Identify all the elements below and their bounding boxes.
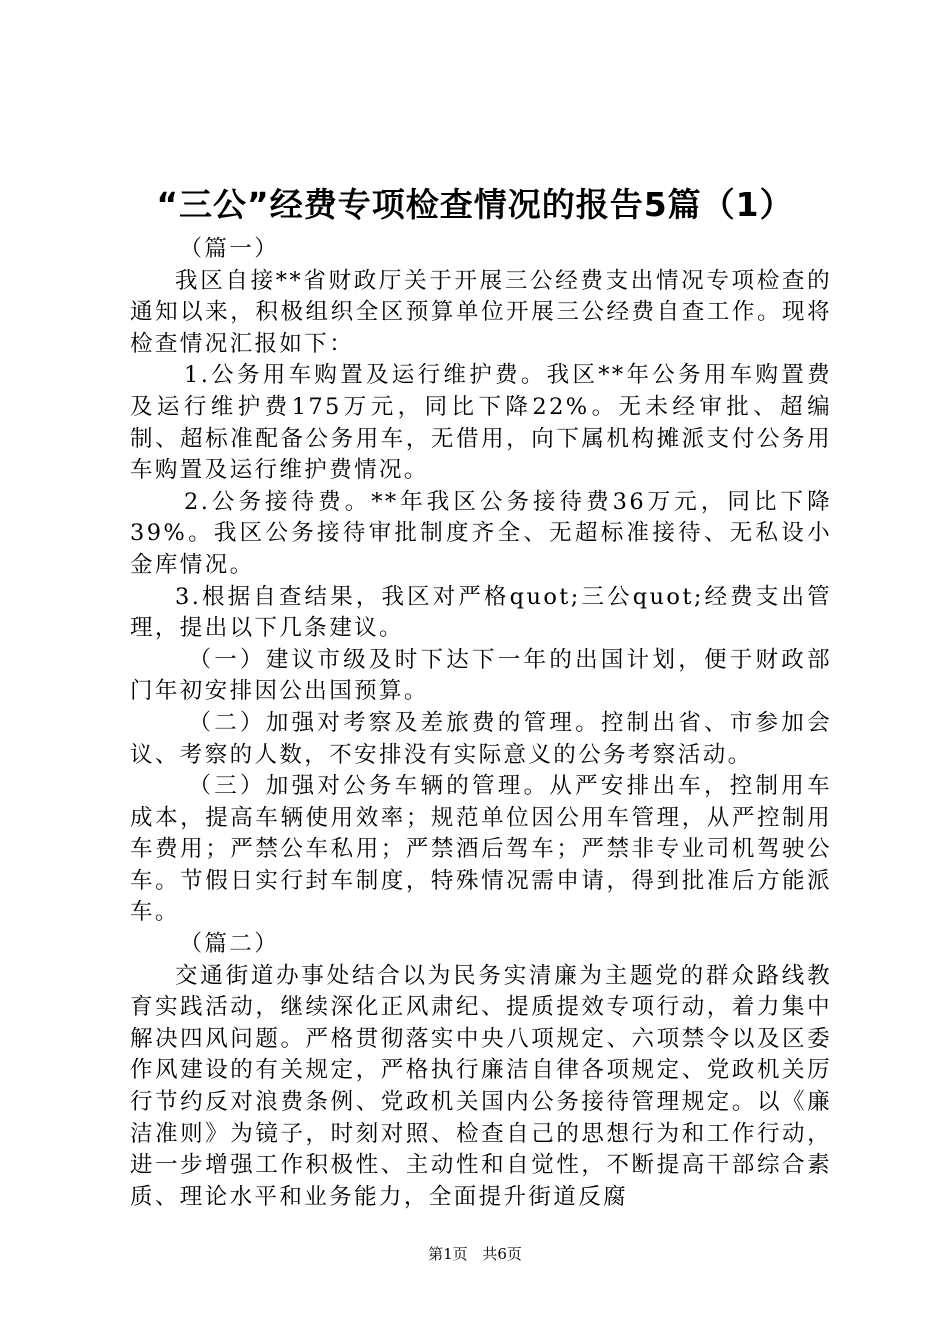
numbered-item: 2.公务接待费。**年我区公务接待费36万元，同比下降39%。我区公务接待审批制度齐全、无超标准接待、无私设小金库情况。 — [130, 488, 832, 578]
document-title: “三公”经费专项检查情况的报告5篇（1） — [156, 185, 794, 224]
section-heading: （篇二） — [179, 931, 280, 958]
document-body — [130, 234, 832, 1213]
sub-item: （二）加强对考察及差旅费的管理。控制出省、市参加会议、考察的人数，不安排没有实际意义的公务考察活动。 — [130, 709, 832, 768]
sub-item: （三）加强对公务车辆的管理。从严安排出车，控制用车成本，提高车辆使用效率；规范单位因公用车管理，从严控制用车费用；严禁公车私用；严禁酒后驾车；严禁非专业司机驾驶公车。节假日实行封车制度，特殊情况需申请，得到批准后方能派车。 — [130, 773, 832, 926]
body-paragraph: 我区自接**省财政厅关于开展三公经费支出情况专项检查的通知以来，积极组织全区预算单位开展三公经费自查工作。现将检查情况汇报如下： — [130, 267, 832, 357]
section-heading: （篇一） — [179, 236, 280, 262]
numbered-item: 1.公务用车购置及运行维护费。我区**年公务用车购置费及运行维护费175万元，同比下降22%。无未经审批、超编制、超标准配备公务用车，无借用，向下属机构摊派支付公务用车购置及运行维护费情况。 — [130, 362, 832, 484]
body-paragraph: 交通街道办事处结合以为民务实清廉为主题党的群众路线教育实践活动，继续深化正风肃纪、提质提效专项行动，着力集中解决四风问题。严格贯彻落实中央八项规定、六项禁令以及区委作风建设的有关规定，严格执行廉洁自律各项规定、党政机关厉行节约反对浪费条例、党政机关国内公务接待管理规定。以《廉洁准则》为镜子，时刻对照、检查自己的思想行为和工作行动，进一步增强工作积极性、主动性和自觉性，不断提高干部综合素质、理论水平和业务能力，全面提升街道反腐 — [130, 962, 832, 1210]
page-total: 共6页 — [482, 1245, 522, 1263]
page-number: 第1页 — [428, 1245, 468, 1263]
numbered-item: 3.根据自查结果，我区对严格quot;三公quot;经费支出管理，提出以下几条建议。 — [130, 583, 832, 642]
page-footer — [0, 1244, 950, 1264]
sub-item: （一）建议市级及时下达下一年的出国计划，便于财政部门年初安排因公出国预算。 — [130, 646, 832, 705]
